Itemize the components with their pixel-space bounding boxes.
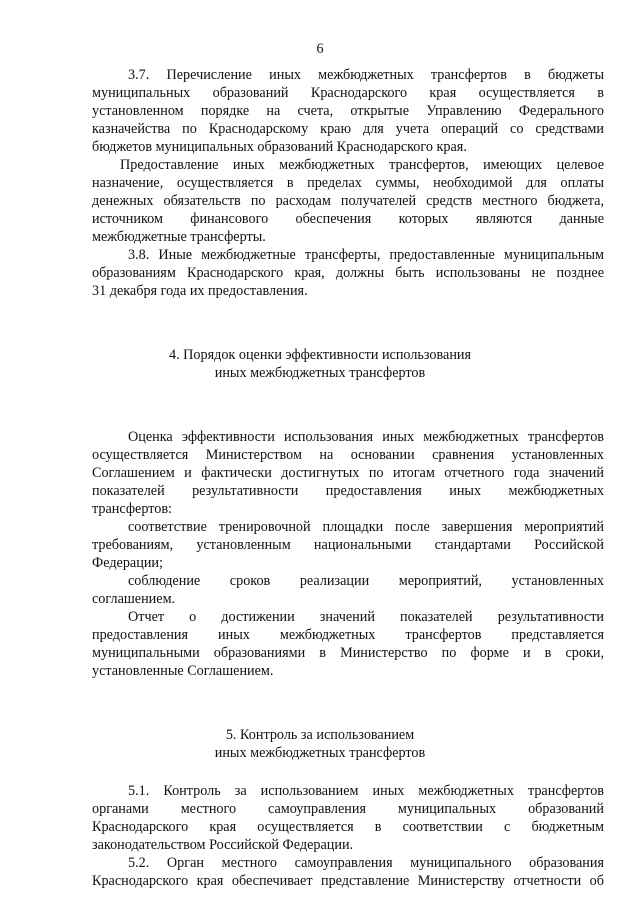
paragraph-3-8-line: 31 декабря года их предоставления. bbox=[92, 283, 308, 299]
section-5-heading: иных межбюджетных трансфертов bbox=[214, 745, 426, 761]
paragraph-5-2-line: Краснодарского края обеспечивает представление Министерству отчетности об bbox=[92, 873, 604, 889]
paragraph-evaluation-line: трансфертов: bbox=[92, 501, 172, 517]
paragraph-3-8-line: 3.8. Иные межбюджетные трансферты, предоставленные муниципальным bbox=[128, 247, 604, 263]
section-4-heading: 4. Порядок оценки эффективности использования bbox=[168, 347, 472, 363]
paragraph-targeted-line: Предоставление иных межбюджетных трансфертов, имеющих целевое bbox=[120, 157, 604, 173]
paragraph-evaluation-line: Оценка эффективности использования иных межбюджетных трансфертов bbox=[128, 429, 604, 445]
paragraph-deadlines-line: соглашением. bbox=[92, 591, 176, 607]
paragraph-3-7-line: установленном порядке на счета, открытые Управлению Федерального bbox=[92, 103, 604, 119]
paragraph-5-1-line: 5.1. Контроль за использованием иных межбюджетных трансфертов bbox=[128, 783, 604, 799]
paragraph-report-line: Отчет о достижении значений показателей результативности bbox=[128, 609, 604, 625]
paragraph-report-line: установленные Соглашением. bbox=[92, 663, 274, 679]
page-number: 6 bbox=[316, 41, 324, 57]
paragraph-targeted-line: денежных обязательств по расходам получателей средств местного бюджета, bbox=[92, 193, 604, 209]
paragraph-compliance-line: соответствие тренировочной площадки после завершения мероприятий bbox=[128, 519, 604, 535]
paragraph-compliance-line: требованиям, установленным национальными стандартами Российской bbox=[92, 537, 604, 553]
paragraph-5-1-line: органами местного самоуправления муниципальных образований bbox=[92, 801, 604, 817]
paragraph-deadlines-line: соблюдение сроков реализации мероприятий, установленных bbox=[128, 573, 604, 589]
paragraph-5-2-line: 5.2. Орган местного самоуправления муниципального образования bbox=[128, 855, 604, 871]
paragraph-evaluation-line: показателей результативности предоставления иных межбюджетных bbox=[92, 483, 604, 499]
section-5-heading: 5. Контроль за использованием bbox=[225, 727, 415, 743]
section-4-heading: иных межбюджетных трансфертов bbox=[214, 365, 426, 381]
paragraph-3-7-line: казначейства по Краснодарскому краю для учета операций со средствами bbox=[92, 121, 604, 137]
paragraph-report-line: муниципальными образованиями в Министерство по форме и в сроки, bbox=[92, 645, 604, 661]
paragraph-targeted-line: межбюджетные трансферты. bbox=[92, 229, 266, 245]
paragraph-targeted-line: назначение, осуществляется в пределах суммы, необходимой для оплаты bbox=[92, 175, 604, 191]
paragraph-evaluation-line: Соглашением и фактически достигнутых по итогам отчетного года значений bbox=[92, 465, 604, 481]
paragraph-3-7-line: муниципальных образований Краснодарского края осуществляется в bbox=[92, 85, 604, 101]
paragraph-evaluation-line: осуществляется Министерством на основании сравнения установленных bbox=[92, 447, 604, 463]
paragraph-report-line: предоставления иных межбюджетных трансфертов представляется bbox=[92, 627, 604, 643]
paragraph-3-7-line: 3.7. Перечисление иных межбюджетных трансфертов в бюджеты bbox=[128, 67, 604, 83]
paragraph-5-1-line: законодательством Российской Федерации. bbox=[92, 837, 354, 853]
paragraph-compliance-line: Федерации; bbox=[92, 555, 163, 571]
paragraph-3-7-line: бюджетов муниципальных образований Краснодарского края. bbox=[92, 139, 467, 155]
paragraph-5-1-line: Краснодарского края осуществляется в соответствии с бюджетным bbox=[92, 819, 604, 835]
paragraph-3-8-line: образованиям Краснодарского края, должны быть использованы не позднее bbox=[92, 265, 604, 281]
paragraph-targeted-line: источником финансового обеспечения которых являются данные bbox=[92, 211, 604, 227]
